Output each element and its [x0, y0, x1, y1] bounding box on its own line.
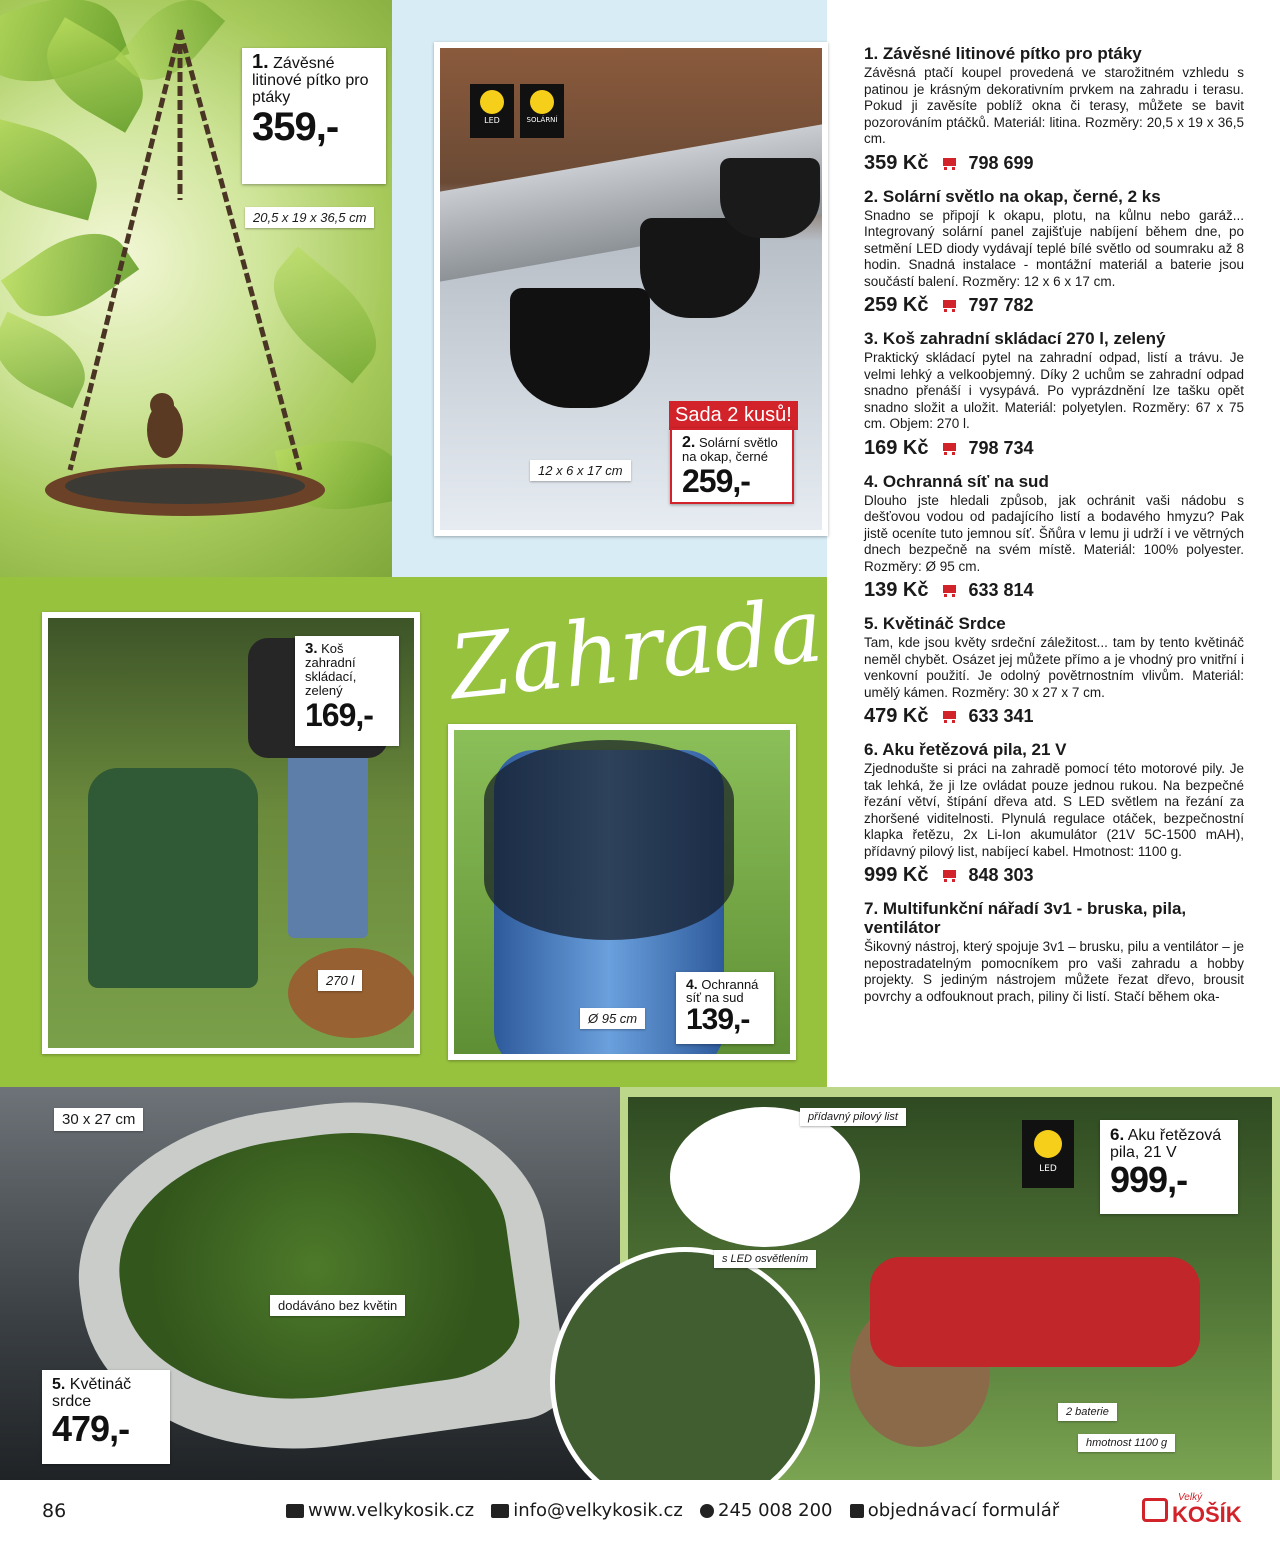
phone-link[interactable]	[700, 1500, 833, 1521]
dimension-label-birdbath: 20,5 x 19 x 36,5 cm	[245, 207, 374, 228]
price-tag-planter	[42, 1370, 170, 1464]
tag-price: 169,-	[305, 697, 373, 733]
product-title: Aku řetězová pila, 21 V	[882, 740, 1067, 759]
tag-number: 2.	[682, 434, 696, 451]
tag-name: Aku řetězová pila, 21 V	[1110, 1127, 1222, 1161]
tag-number: 3.	[305, 640, 318, 657]
cart-icon[interactable]	[941, 442, 957, 455]
page-footer	[0, 1480, 1280, 1553]
website-text: www.velkykosik.cz	[308, 1500, 475, 1521]
product-descriptions	[864, 44, 1244, 1017]
led-icon-label: LED	[1039, 1164, 1057, 1174]
tag-number: 6.	[1110, 1125, 1125, 1144]
website-link[interactable]	[286, 1500, 474, 1521]
price-tag-chainsaw	[1100, 1120, 1238, 1214]
product-title: Závěsné litinové pítko pro ptáky	[882, 44, 1142, 63]
product-3	[864, 329, 1244, 460]
product-description: Dlouho jste hledali způsob, jak ochránit vaši nádobu s dešťovou vodou od padajícího listí a bodavého hmyzu? Pak jistě oceníte tuto jemnou síť. Šňůra v lemu ji udrží i ve větrných dnech bezpečně na svém místě. Materiál: 100% polyester. Rozměry: Ø 95 cm.	[864, 492, 1244, 574]
product-code: 633 341	[968, 706, 1034, 726]
price-tag-garden-bag	[295, 636, 399, 746]
tag-name: Závěsné litinové pítko pro ptáky	[252, 55, 369, 106]
tag-name: Ochranná síť na sud	[686, 977, 759, 1005]
email-text: info@velkykosik.cz	[513, 1500, 683, 1521]
product-code: 633 814	[968, 580, 1034, 600]
tag-number: 4.	[686, 976, 698, 992]
product-description: Snadno se připojí k okapu, plotu, na kůlnu nebo garáž... Integrovaný solární panel zajišťuje nabíjení během dne, po setmění LED diody vydávají teplé bílé světlo od soumraku až 8 hodin. Snadná instalace - montážní materiál a baterie jsou součástí balení. Rozměry: 12 x 6 x 17 cm.	[864, 207, 1244, 289]
price-tag-barrel-net	[676, 972, 774, 1044]
tag-number: 1.	[252, 51, 269, 73]
page-number: 86	[42, 1500, 67, 1522]
label-led-light: s LED osvětlením	[714, 1250, 816, 1268]
tag-name: Koš zahradní skládací, zelený	[305, 641, 357, 698]
order-form-link[interactable]	[850, 1500, 1060, 1521]
price-tag-solar-light	[670, 428, 794, 504]
product-1	[864, 44, 1244, 175]
dimension-label-solar: 12 x 6 x 17 cm	[530, 460, 631, 481]
diameter-label-net: Ø 95 cm	[580, 1008, 645, 1029]
product-code: 798 734	[968, 437, 1034, 458]
person-legs	[288, 738, 368, 938]
cart-logo-icon	[1142, 1498, 1168, 1522]
product-title: Květináč Srdce	[882, 614, 1006, 633]
product-code: 797 782	[968, 295, 1034, 315]
accessory-circle	[670, 1107, 860, 1247]
product-price: 139 Kč	[864, 579, 929, 601]
product-description: Šikovný nástroj, který spojuje 3v1 – brusku, pilu a ventilátor – je nepostradatelným pomocníkem pro vaši zahradu a hobby projekty. S jediným nástrojem můžete řezat dřevo, brousit povrchy a odfouknout prach, piliny či listí. Stačí během oka-	[864, 939, 1244, 1004]
product-title: Multifunkční nářadí 3v1 - bruska, pila, ventilátor	[864, 899, 1187, 937]
product-number: 7.	[864, 899, 879, 918]
product-number: 4.	[864, 471, 879, 491]
product-title: Ochranná síť na sud	[882, 471, 1049, 491]
product-number: 2.	[864, 186, 879, 206]
product-code: 798 699	[968, 152, 1034, 173]
product-number: 1.	[864, 44, 879, 63]
tag-name: Solární světlo na okap, černé	[682, 435, 778, 464]
led-zoom-circle	[550, 1247, 820, 1517]
solar-icon-label: SOLÁRNÍ	[526, 116, 558, 124]
volume-label-bag: 270 l	[318, 970, 362, 991]
product-title: Koš zahradní skládací 270 l, zelený	[882, 329, 1166, 348]
barrel-net	[484, 740, 734, 940]
tag-name: Květináč srdce	[52, 1376, 132, 1410]
price-tag-birdbath	[242, 48, 386, 184]
product-5	[864, 614, 1244, 728]
leaves-pile	[288, 948, 414, 1038]
chainsaw-body	[870, 1257, 1200, 1367]
product-price: 169 Kč	[864, 436, 929, 459]
solar-lamp	[720, 158, 820, 238]
product-7	[864, 899, 1244, 1005]
product-price: 359 Kč	[864, 151, 929, 174]
tag-price: 999,-	[1110, 1159, 1188, 1200]
product-number: 3.	[864, 329, 879, 348]
phone-text: 245 008 200	[718, 1500, 833, 1521]
form-icon	[850, 1504, 864, 1518]
cart-icon[interactable]	[941, 710, 957, 723]
tag-price: 359,-	[252, 105, 339, 149]
logo-big-text: KOŠÍK	[1172, 1502, 1242, 1527]
tag-number: 5.	[52, 1376, 66, 1393]
product-description: Praktický skládací pytel na zahradní odpad, listí a trávu. Je velmi lehký a velkoobjemný. Díky 2 uchům se zahradní odpad snadno přenáší i vysypává. Po vyprázdnění lze tašku opět snadno složit a uložit. Materiál: polyetylen. Rozměry: 67 x 75 cm. Objem: 270 l.	[864, 350, 1244, 431]
solar-icon	[520, 84, 564, 138]
dimension-label-planter: 30 x 27 cm	[54, 1108, 143, 1131]
product-6	[864, 740, 1244, 887]
tag-price: 259,-	[682, 463, 750, 499]
product-code: 848 303	[968, 865, 1034, 885]
product-title: Solární světlo na okap, černé, 2 ks	[882, 186, 1161, 206]
envelope-icon	[491, 1504, 509, 1518]
brand-logo[interactable]	[1142, 1490, 1242, 1530]
product-price: 259 Kč	[864, 294, 929, 316]
contact-bar	[286, 1500, 1059, 1521]
tag-price: 139,-	[686, 1003, 750, 1036]
cart-icon[interactable]	[941, 157, 957, 170]
phone-icon	[700, 1504, 714, 1518]
note-no-flowers: dodáváno bez květin	[270, 1295, 405, 1316]
product-description: Závěsná ptačí koupel provedená ve starožitném vzhledu s patinou je krásným dekorativním prvkem na zahradu i terasu. Pokud ji zavěsíte poblíž okna či terasy, můžete se bavit pozorováním ptáčků. Materiál: litina. Rozměry: 20,5 x 19 x 36,5 cm.	[864, 65, 1244, 146]
product-4	[864, 472, 1244, 603]
cart-icon[interactable]	[941, 299, 957, 312]
led-icon-label: LED	[484, 116, 500, 125]
label-extra-blade: přídavný pilový list	[800, 1108, 906, 1126]
order-form-text: objednávací formulář	[867, 1500, 1060, 1521]
set-badge: Sada 2 kusů!	[669, 401, 798, 430]
product-number: 5.	[864, 614, 879, 633]
product-2	[864, 187, 1244, 318]
section-heading: Zahrada	[445, 578, 828, 720]
garden-bag	[88, 768, 258, 988]
label-weight: hmotnost 1100 g	[1078, 1434, 1175, 1452]
solar-lamp	[510, 288, 650, 408]
product-price: 479 Kč	[864, 705, 929, 727]
monitor-icon	[286, 1504, 304, 1518]
cart-icon[interactable]	[941, 584, 957, 597]
product-number: 6.	[864, 740, 879, 759]
cart-icon[interactable]	[941, 869, 957, 882]
product-price: 999 Kč	[864, 864, 929, 886]
product-description: Tam, kde jsou květy srdeční záležitost... tam by tento květináč neměl chybět. Osázet jej můžete přímo a je vhodný pro vnitřní i venkovní použití. Je odolný povětrnostním vlivům. Materiál: umělý kámen. Rozměry: 30 x 27 x 7 cm.	[864, 635, 1244, 700]
email-link[interactable]	[491, 1500, 683, 1521]
product-description: Zjednodušte si práci na zahradě pomocí této motorové pily. Je tak lehká, že ji lze ovládat pouze jednou rukou. Na bezpečné řezání větví, štípání dřeva atd. S LED světlem na řezání za zhoršené viditelnosti. Plynulá regulace otáček, bezpečnostní klapka řetězu, 2x Li-Ion akumulátor (21V 5C-1500 mAH), přídavný pilový list, nabíjecí kabel. Hmotnost: 1100 g.	[864, 761, 1244, 859]
tag-price: 479,-	[52, 1408, 130, 1449]
logo-small-text: Velký	[1178, 1492, 1203, 1503]
led-icon	[1022, 1120, 1074, 1188]
label-batteries: 2 baterie	[1058, 1403, 1117, 1421]
led-icon	[470, 84, 514, 138]
